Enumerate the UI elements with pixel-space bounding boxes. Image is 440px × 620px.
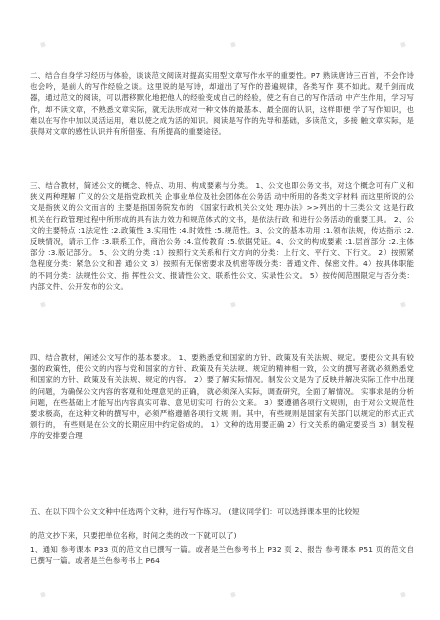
question-section-5-note: 的范文抄下来，只要把单位名称，时间之类的改一下就可以了)	[30, 531, 237, 540]
watermark: ▪	[38, 39, 48, 51]
answer-section-2: 二、结合自身学习经历与体验，谈谈范文阅读对提高实用型文章写作水平的重要性。P7 熟读唐诗三百首，不会作诗也会吟，是前人的写作经验之谈。这里说的是写诗，却道出了写作的普遍规律，各类写作 莫不如此。观千剑而成器，通过范文的阅读，可以潜移默化地把他人的经验变成自己的经验，使之有自己的写作活动 中产生作用，学习写作，却不读文章，不熟悉文章实际，就无法形成对一种文体的最基本、最全面的认识，这样即便 学了写作知识，也难以在写作中加以灵活运用，难以使之成为活的知识。阅读是写作的先导和基础，多读范文，多接 触文章实际，是获得对文章的感性认识并有所借鉴、有所提高的重要途径。	[30, 71, 414, 137]
watermark: ▪	[398, 39, 408, 51]
watermark: ▪	[398, 299, 408, 311]
assignment-list: 1、通知 参考课本 P33 页的范文自已撰写一篇。或者是兰色参考书上 P32 页 2、报告 参考课本 P51 页的范文自已撰写一篇。或者是兰色参考书上 P64	[30, 545, 414, 566]
watermark: ▪	[38, 299, 48, 311]
answer-section-4: 四、结合教材，阐述公文写作的基本要求。 1、要熟悉党和国家的方针、政策及有关法规、规定。要使公文具有较强的政策性，使公文的内容与党和国家的方针、政策及有关法规、规定的精神相一致，公文的撰写者就必须熟悉党和国家的方针、政策及有关法规、规定的内容。 2）要了解实际情况。制发公文是为了反映并解决实际工作中出现的问题，为确保公文内容的客观和处理意见的正确， 就必须深入实际，调查研究，全面了解情况。 实事求是的分析问题，在些基础上才能写出内容真实可靠、意见切实可 行的公文来。 3）要遵循各项行文规则，由于对公文规范性要求极高，在这种文种的撰写中，必须严格遵循各项行文规 则。其中，有些规则是国家有关部门以规定的形式正式颁行的， 有些则是在公文的长期应用中约定俗成的。 1）文种的选用要正确 2）行文关系的确定要妥当 3）制发程序的安排要合理	[30, 353, 414, 441]
watermark: ▪	[228, 589, 238, 601]
answer-section-3: 三、结合教材，简述公文的概念、特点、功用、构成要素与分类。 1、公文也即公务文书，对这个概念可有广义和狭义两种理解 广义的公文是指党政机关 企事业单位及社会团体在公务活 动中所用的各类文字材料 而这里所说的公文是指狭义的公文而言的 主要是指国务院发布的 《国家行政机关公文处 理办法》>>列出的十三类公文 这是行政机关在行政管理过程中所形成的具有法力效力和规范体式的文书，是依法行政 和进行公务活动的重要工具。 2、公文的主要特点 :1法定性 :2.政策性 3.实用性 :4.时效性 :5.规范性。3、公文的基本功用 :1.领布法规，传达指示 :2.反映情况，请示工作 :3.联系工作，商治公务 :4.宣传教育 :5.依据凭证。4、公文的构成要素 :1.层首部分 :2.主体部分 :3.版记部分。 5、公文的分类 :1）按照行文关系和行文方向的分类：上行文、平行文、下行文。 2）按照紧急程度分类：紧急公文和普 通公文 3）按照有无保密要求及机密等级分类：普通文件、保密文件。4）按具体职能的不同分类：法规性公文、指 挥性公文、报请性公文、联系性公文、实录性公文。 5）按传阅范围限定与否分类：内部文件、公开发布的公文。	[30, 181, 414, 291]
question-section-5: 五、在以下四个公文文种中任选两个文种，进行写作练习。 (建议同学们：可以选择课本里的比较短	[30, 507, 360, 516]
watermark: ▪	[228, 39, 238, 51]
watermark: ▪	[398, 589, 408, 601]
watermark: ▪	[228, 299, 238, 311]
watermark: ▪	[38, 589, 48, 601]
